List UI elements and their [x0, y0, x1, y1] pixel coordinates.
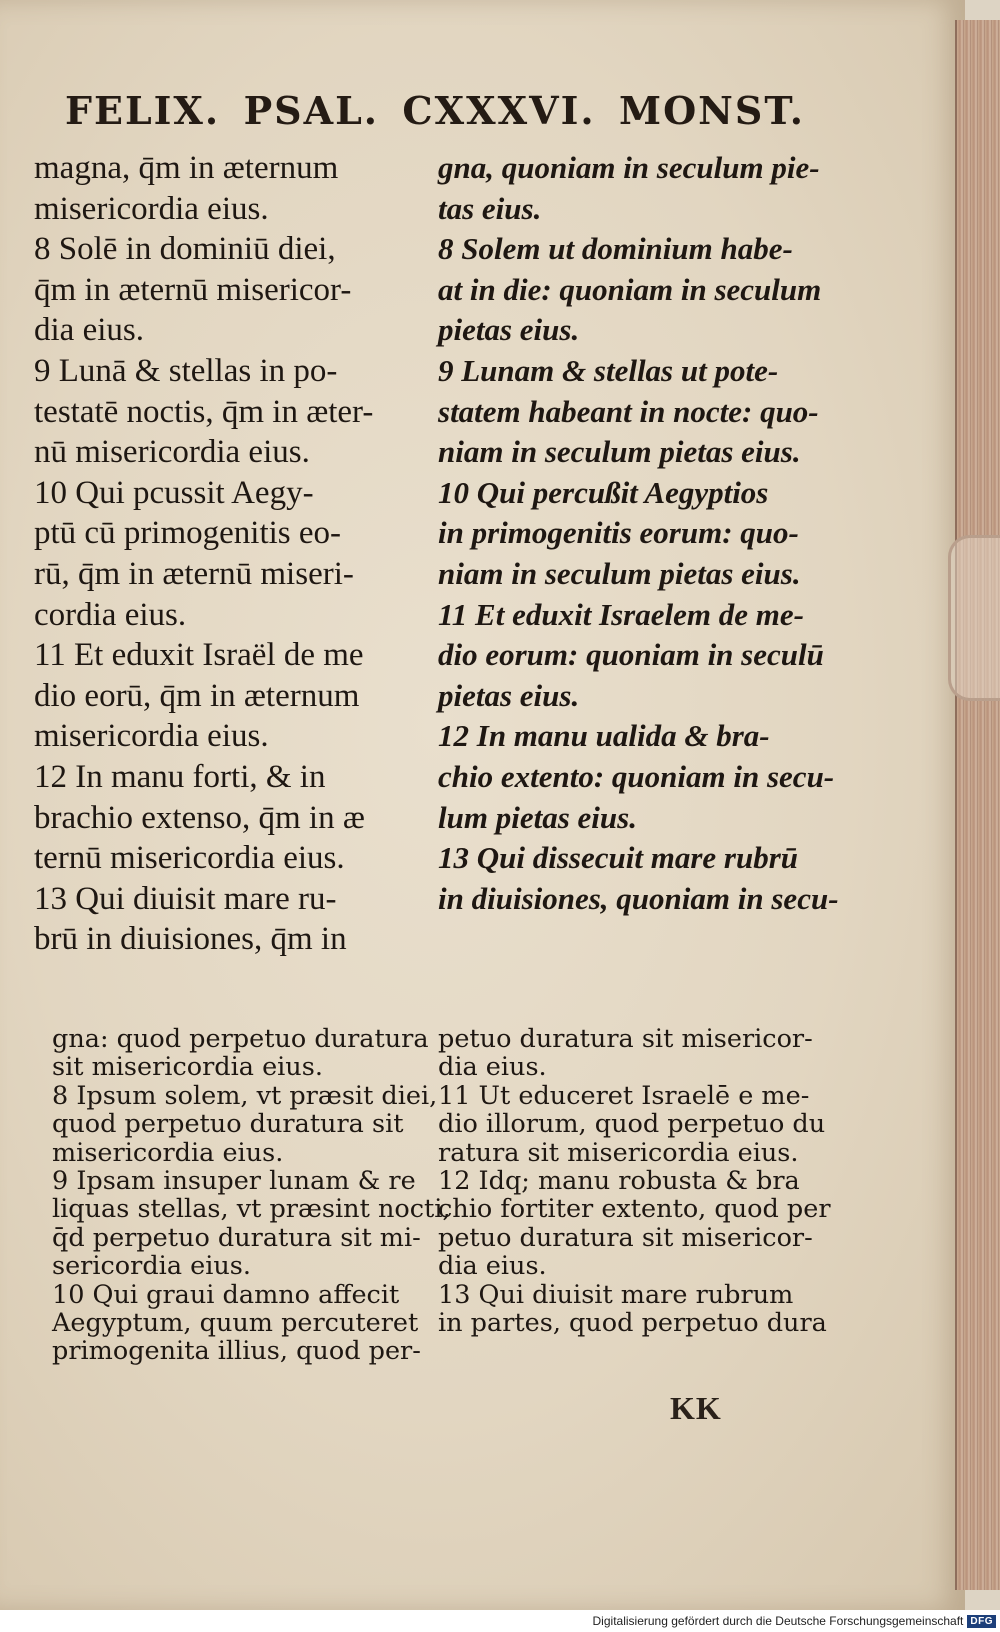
text-line: tas eius. — [438, 190, 542, 226]
lower-right-column — [438, 1025, 831, 1337]
text-line: misericordia eius. — [52, 1137, 284, 1168]
text-line: primogenita illius, quod per- — [52, 1336, 421, 1367]
footer-text: Digitalisierung gefördert durch die Deutsche Forschungsgemeinschaft — [592, 1614, 964, 1628]
text-line: ternū misericordia eius. — [34, 840, 345, 877]
text-line: dio eorū, q̄m in æternum — [34, 677, 360, 714]
text-line: rū, q̄m in æternū miseri- — [34, 555, 354, 592]
text-line: lum pietas eius. — [438, 799, 637, 835]
text-line: 12 In manu forti, & in — [34, 758, 326, 795]
text-line: quod perpetuo duratura sit — [52, 1109, 404, 1140]
text-line: 10 Qui percußit Aegyptios — [438, 474, 769, 510]
text-line: sericordia eius. — [52, 1251, 251, 1282]
text-line: chio fortiter extento, quod per — [438, 1194, 831, 1225]
text-line: 9 Lunā & stellas in po- — [34, 352, 338, 389]
text-line: cordia eius. — [34, 596, 187, 633]
page-edges — [955, 20, 1000, 1590]
text-line: 8 Solem ut dominium habe- — [438, 231, 793, 267]
text-line: brachio extenso, q̄m in æ — [34, 799, 365, 836]
text-line: in diuisiones, quoniam in secu- — [438, 880, 839, 916]
signature-mark: KK — [670, 1390, 722, 1426]
text-line: dio illorum, quod perpetuo du — [438, 1109, 826, 1140]
text-line: dia eius. — [438, 1052, 547, 1083]
text-line: ratura sit misericordia eius. — [438, 1137, 799, 1168]
text-line: gna, quoniam in seculum pie- — [438, 150, 820, 185]
text-line: liquas stellas, vt præsint nocti, — [52, 1194, 451, 1225]
dfg-logo: DFG — [967, 1615, 996, 1628]
text-line: magna, q̄m in æternum — [34, 150, 339, 186]
upper-right-column — [438, 148, 839, 919]
header-monst: MONST. — [619, 87, 805, 133]
text-line: chio extento: quoniam in secu- — [438, 758, 835, 794]
text-line: 12 Idq; manu robusta & bra — [438, 1166, 800, 1197]
header-psal: PSAL. — [243, 87, 380, 133]
text-line: pietas eius. — [438, 312, 580, 348]
text-line: 11 Et eduxit Israël de me — [34, 637, 364, 674]
text-line: Aegyptum, quum percuteret — [52, 1308, 419, 1339]
text-line: 8 Solē in dominiū diei, — [34, 231, 336, 268]
header-number: CXXXVI. — [402, 87, 596, 133]
running-header — [65, 80, 805, 140]
text-line: sit misericordia eius. — [52, 1052, 323, 1083]
text-line: 8 Ipsum solem, vt præsit diei, — [52, 1080, 438, 1111]
text-line: niam in seculum pietas eius. — [438, 555, 801, 591]
text-line: misericordia eius. — [34, 190, 269, 227]
text-line: dia eius. — [34, 312, 144, 349]
text-line: q̄d perpetuo duratura sit mi- — [52, 1222, 421, 1253]
upper-left-column — [34, 148, 373, 960]
text-line: 10 Qui graui damno affecit — [52, 1279, 400, 1310]
text-line: testatē noctis, q̄m in æter- — [34, 393, 374, 430]
text-line: 10 Qui pcussit Aegy- — [34, 474, 314, 511]
text-line: gna: quod perpetuo duratura — [52, 1024, 429, 1054]
text-line: dia eius. — [438, 1251, 547, 1282]
text-line: 11 Ut educeret Israelē e me- — [438, 1080, 810, 1111]
text-line: 13 Qui dissecuit mare rubrū — [438, 840, 799, 876]
text-line: 9 Ipsam insuper lunam & re — [52, 1166, 416, 1197]
text-line: 9 Lunam & stellas ut pote- — [438, 352, 779, 388]
text-line: 13 Qui diuisit mare ru- — [34, 880, 337, 917]
text-line: ptū cū primogenitis eo- — [34, 515, 342, 552]
header-felix: FELIX. — [65, 87, 221, 133]
footer-bar — [0, 1610, 1000, 1632]
text-line: niam in seculum pietas eius. — [438, 434, 801, 470]
text-line: 11 Et eduxit Israelem de me- — [438, 596, 804, 632]
text-line: 13 Qui diuisit mare rubrum — [438, 1279, 794, 1310]
text-line: 12 In manu ualida & bra- — [438, 718, 770, 754]
text-line: petuo duratura sit misericor- — [438, 1024, 813, 1054]
text-line: in partes, quod perpetuo dura — [438, 1308, 827, 1339]
text-line: statem habeant in nocte: quo- — [438, 393, 819, 429]
lower-left-column — [52, 1025, 451, 1366]
text-line: petuo duratura sit misericor- — [438, 1222, 813, 1253]
text-line: brū in diuisiones, q̄m in — [34, 921, 347, 958]
text-line: q̄m in æternū misericor- — [34, 271, 352, 308]
text-line: in primogenitis eorum: quo- — [438, 515, 799, 551]
text-line: nū misericordia eius. — [34, 434, 310, 471]
clip-shape — [948, 535, 1000, 701]
text-line: pietas eius. — [438, 677, 580, 713]
text-line: dio eorum: quoniam in seculū — [438, 637, 824, 673]
text-line: misericordia eius. — [34, 718, 269, 755]
text-line: at in die: quoniam in seculum — [438, 271, 822, 307]
